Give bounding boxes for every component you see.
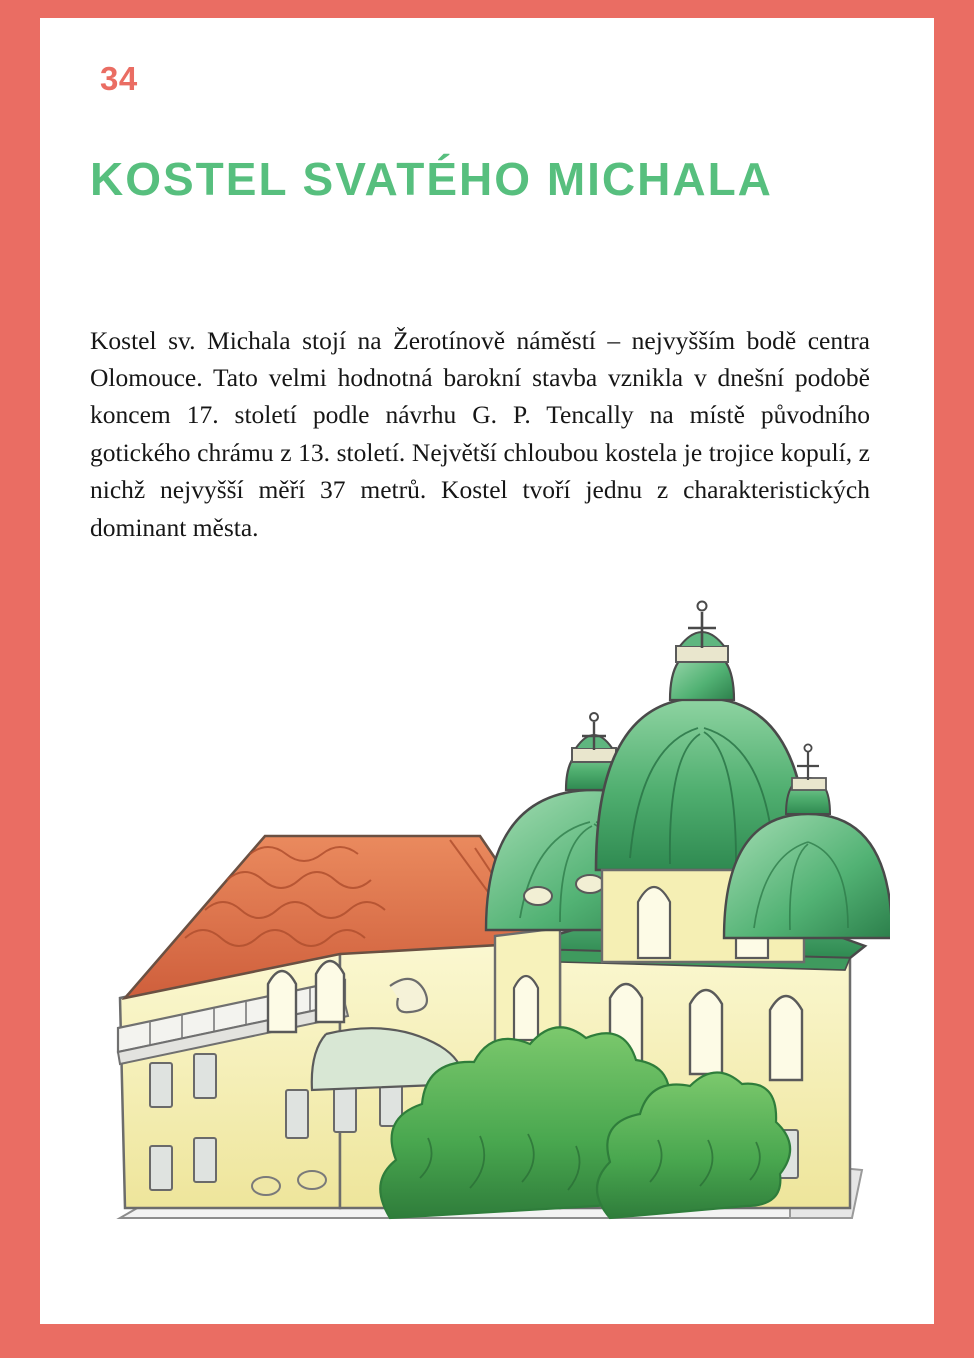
page-content	[40, 18, 934, 1324]
body-paragraph: Kostel sv. Michala stojí na Žerotínově náměstí – nejvyšším bodě centra Olomouce. Tato velmi hodnotná barokní stavba vznikla v dnešní podobě koncem 17. století podle návrhu G. P. Tencally na místě původního gotického chrámu z 13. století. Největší chloubou kostela je trojice kopulí, z nichž nejvyšší měří 37 metrů. Kostel tvoří jednu z charakteristických dominant města.	[90, 325, 870, 542]
church-illustration	[90, 518, 890, 1258]
page-title: KOSTEL SVATÉHO MICHALA	[90, 152, 773, 205]
page-number: 34	[100, 60, 138, 97]
